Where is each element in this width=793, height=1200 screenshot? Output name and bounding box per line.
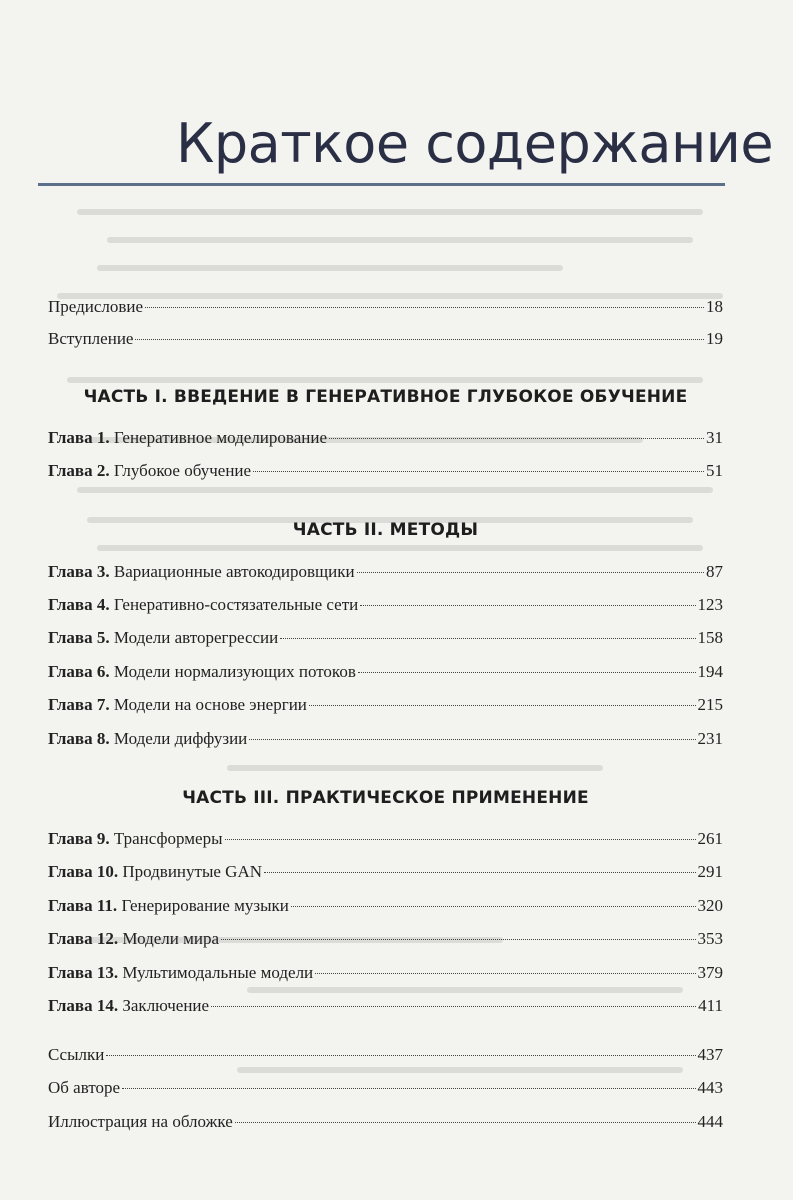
dot-leader <box>122 1088 695 1089</box>
dot-leader <box>221 939 695 940</box>
toc-entry-page: 123 <box>697 595 723 614</box>
toc-entry-page: 353 <box>697 929 723 948</box>
chapter-number: Глава 5. <box>48 628 110 647</box>
dot-leader <box>291 906 696 907</box>
toc-entry-chapter-10[interactable] <box>48 862 723 882</box>
toc-entry-label <box>48 963 313 983</box>
toc-entry-page: 437 <box>697 1045 723 1064</box>
chapter-title: Мультимодальные модели <box>122 963 314 982</box>
toc-entry-chapter-14[interactable] <box>48 996 723 1016</box>
toc-entry-page: 194 <box>697 662 723 681</box>
chapter-title: Вариационные автокодировщики <box>113 562 355 581</box>
dot-leader <box>249 739 695 740</box>
toc-entry-page: 443 <box>697 1078 723 1097</box>
chapter-title: Генеративное моделирование <box>113 428 327 447</box>
toc-entry-introduction[interactable] <box>48 329 723 349</box>
chapter-number: Глава 3. <box>48 562 110 581</box>
chapter-title: Генеративно-состязательные сети <box>113 595 359 614</box>
toc-entry-label <box>48 595 358 615</box>
toc-entry-label <box>48 729 247 749</box>
dot-leader <box>135 339 704 340</box>
chapter-number: Глава 8. <box>48 729 110 748</box>
toc-entry-label <box>48 428 327 448</box>
dot-leader <box>309 705 696 706</box>
toc-entry-chapter-3[interactable] <box>48 562 723 582</box>
chapter-number: Глава 14. <box>48 996 119 1015</box>
chapter-title: Модели авторегрессии <box>113 628 279 647</box>
title-divider <box>38 183 725 186</box>
toc-entry-chapter-11[interactable] <box>48 896 723 916</box>
toc-entry-chapter-13[interactable] <box>48 963 723 983</box>
toc-entry-label <box>48 695 307 715</box>
chapter-title: Заключение <box>122 996 210 1015</box>
toc-entry-page: 320 <box>697 896 723 915</box>
toc-entry-label <box>48 896 289 916</box>
toc-entry-chapter-2[interactable] <box>48 461 723 481</box>
toc-entry-chapter-5[interactable] <box>48 628 723 648</box>
toc-entry-references[interactable] <box>48 1045 723 1065</box>
toc-entry-label <box>48 628 278 648</box>
toc-entry-chapter-4[interactable] <box>48 595 723 615</box>
toc-entry-label: Иллюстрация на обложке <box>48 1112 233 1131</box>
dot-leader <box>357 572 704 573</box>
toc-entry-label <box>48 562 355 582</box>
toc-entry-about-author[interactable] <box>48 1078 723 1098</box>
toc-entry-preface[interactable] <box>48 297 723 317</box>
toc-entry-label: Ссылки <box>48 1045 105 1064</box>
dot-leader <box>280 638 695 639</box>
toc-entry-page: 51 <box>706 461 723 480</box>
chapter-title: Глубокое обучение <box>113 461 252 480</box>
toc-entry-page: 31 <box>706 428 723 447</box>
chapter-number: Глава 9. <box>48 829 110 848</box>
toc-entry-label <box>48 862 262 882</box>
chapter-number: Глава 2. <box>48 461 110 480</box>
chapter-number: Глава 12. <box>48 929 119 948</box>
dot-leader <box>145 307 704 308</box>
dot-leader <box>225 839 696 840</box>
chapter-title: Продвинутые GAN <box>122 862 263 881</box>
toc-entry-page: 261 <box>697 829 723 848</box>
toc-entry-label <box>48 996 209 1016</box>
toc-entry-chapter-12[interactable] <box>48 929 723 949</box>
toc-entry-chapter-1[interactable] <box>48 428 723 448</box>
dot-leader <box>106 1055 695 1056</box>
toc-entry-chapter-8[interactable] <box>48 729 723 749</box>
dot-leader <box>358 672 696 673</box>
chapter-title: Модели на основе энергии <box>113 695 307 714</box>
toc-entry-chapter-6[interactable] <box>48 662 723 682</box>
toc-entry-label: Предисловие <box>48 297 144 316</box>
toc-entry-label <box>48 461 251 481</box>
toc-entry-page: 215 <box>697 695 723 714</box>
chapter-title: Генерирование музыки <box>121 896 289 915</box>
chapter-number: Глава 13. <box>48 963 119 982</box>
chapter-title: Трансформеры <box>113 829 223 848</box>
toc-entry-page: 291 <box>697 862 723 881</box>
toc-entry-page: 87 <box>706 562 723 581</box>
chapter-number: Глава 7. <box>48 695 110 714</box>
toc-entry-page: 18 <box>706 297 723 316</box>
toc-entry-label <box>48 662 356 682</box>
chapter-title: Модели нормализующих потоков <box>113 662 356 681</box>
part-heading-3: ЧАСТЬ III. ПРАКТИЧЕСКОЕ ПРИМЕНЕНИЕ <box>182 788 589 808</box>
chapter-number: Глава 4. <box>48 595 110 614</box>
dot-leader <box>253 471 704 472</box>
toc-entry-chapter-7[interactable] <box>48 695 723 715</box>
toc-entry-label: Вступление <box>48 329 134 348</box>
page-title: Краткое содержание <box>176 112 774 175</box>
chapter-number: Глава 10. <box>48 862 119 881</box>
chapter-number: Глава 11. <box>48 896 118 915</box>
toc-entry-label: Об авторе <box>48 1078 121 1097</box>
part-heading-1: ЧАСТЬ I. ВВЕДЕНИЕ В ГЕНЕРАТИВНОЕ ГЛУБОКОЕ ОБУЧЕНИЕ <box>83 387 688 407</box>
toc-entry-cover-illustration[interactable] <box>48 1112 723 1132</box>
part-heading-2: ЧАСТЬ II. МЕТОДЫ <box>292 520 479 540</box>
dot-leader <box>360 605 695 606</box>
chapter-title: Модели мира <box>122 929 220 948</box>
dot-leader <box>211 1006 696 1007</box>
dot-leader <box>264 872 695 873</box>
toc-entry-page: 231 <box>697 729 723 748</box>
toc-entry-page: 411 <box>698 996 723 1015</box>
chapter-number: Глава 6. <box>48 662 110 681</box>
chapter-title: Модели диффузии <box>113 729 248 748</box>
toc-entry-label <box>48 929 219 949</box>
toc-entry-page: 444 <box>697 1112 723 1131</box>
chapter-number: Глава 1. <box>48 428 110 447</box>
toc-entry-page: 158 <box>697 628 723 647</box>
dot-leader <box>315 973 695 974</box>
dot-leader <box>329 438 704 439</box>
toc-entry-page: 379 <box>697 963 723 982</box>
dot-leader <box>235 1122 696 1123</box>
toc-entry-chapter-9[interactable] <box>48 829 723 849</box>
toc-entry-page: 19 <box>706 329 723 348</box>
toc-entry-label <box>48 829 223 849</box>
